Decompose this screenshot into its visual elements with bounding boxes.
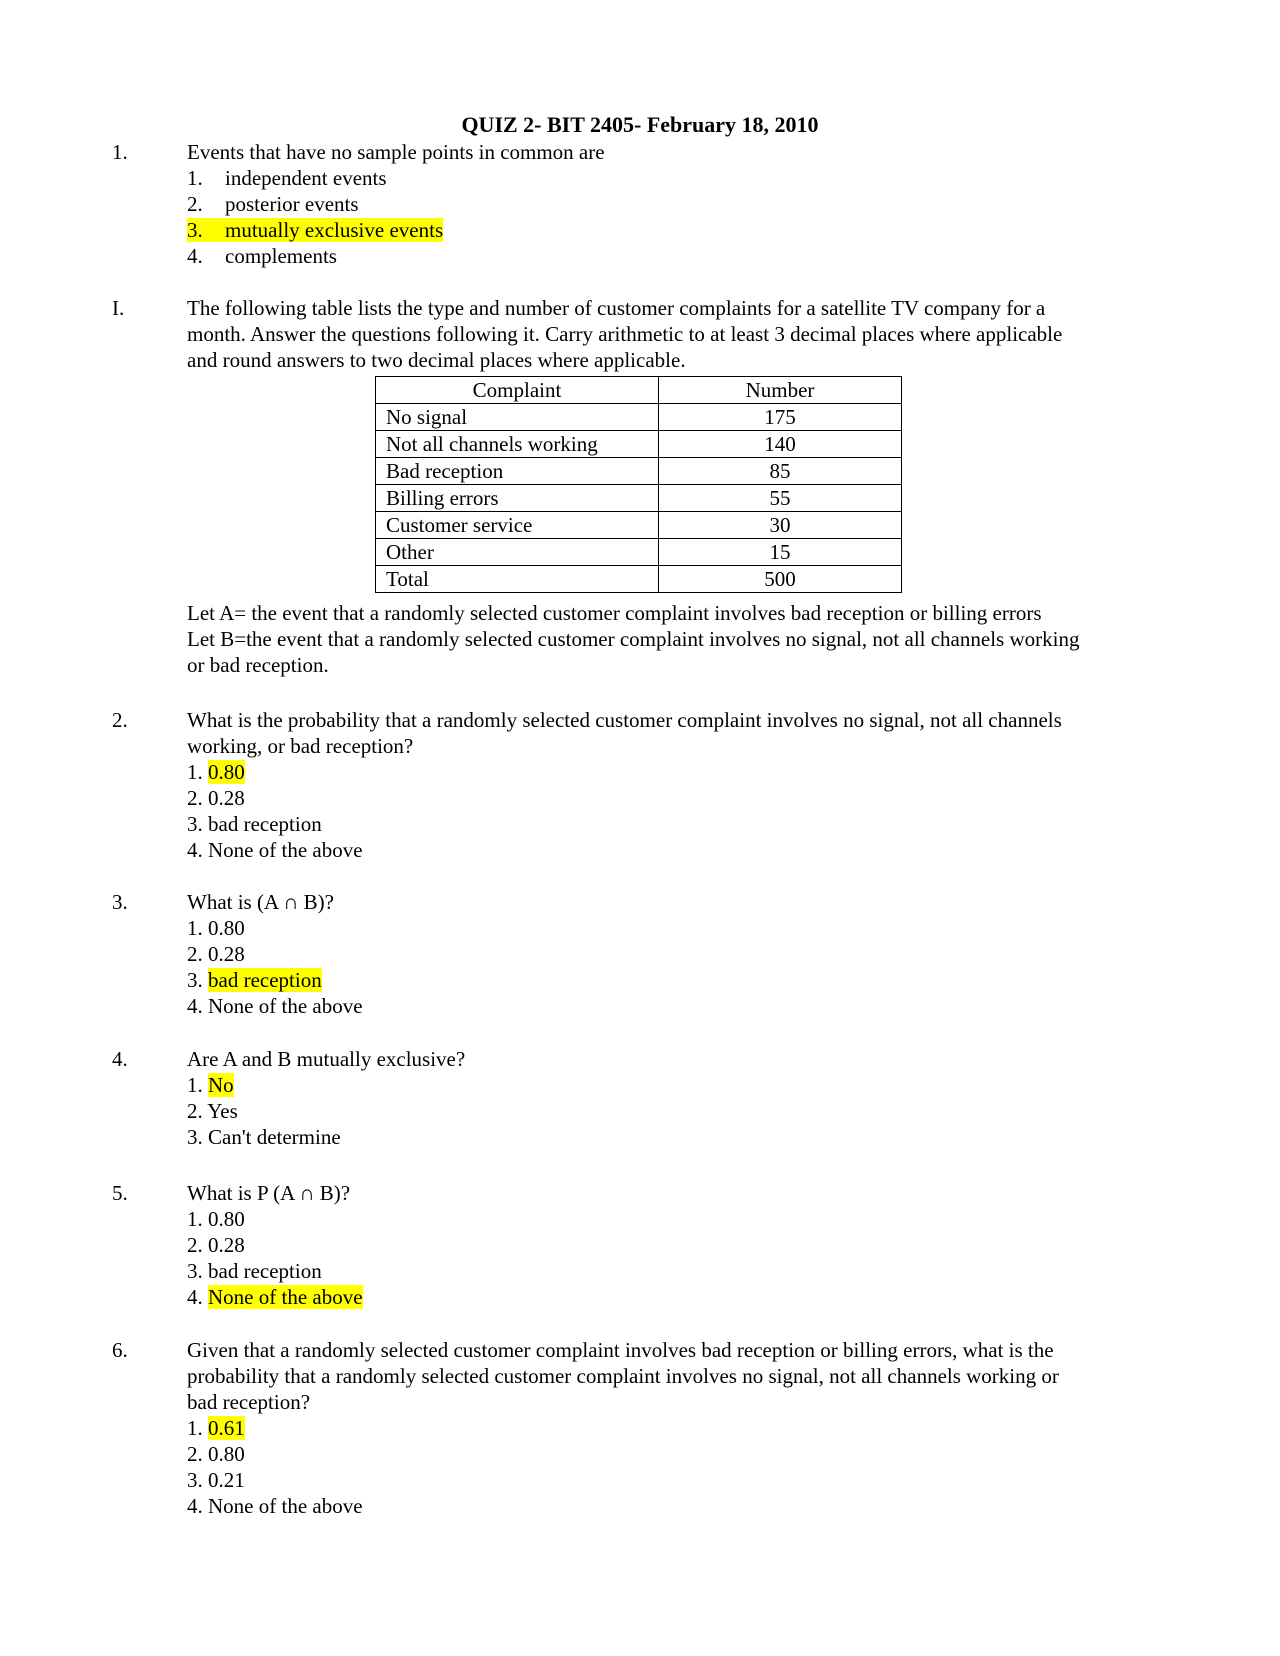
section-number: I. [112, 296, 125, 320]
option-text-highlighted: None of the above [208, 1285, 363, 1309]
option-item [187, 1441, 1167, 1467]
question-text: bad reception? [187, 1390, 311, 1414]
page-title: QUIZ 2- BIT 2405- February 18, 2010 [461, 112, 819, 137]
option-number: 1. [187, 916, 203, 940]
table-row [376, 485, 902, 512]
intro-line: and round answers to two decimal places where applicable. [187, 348, 686, 372]
option-text: complements [225, 244, 337, 268]
table-cell: Not all channels working [376, 431, 659, 458]
option-number: 3. [187, 1468, 203, 1492]
option-item [187, 1124, 1167, 1150]
option-item [187, 1098, 1167, 1124]
option-item [187, 837, 1167, 863]
option-text: bad reception [208, 812, 322, 836]
question-text: Events that have no sample points in common are [187, 140, 605, 164]
table-row [376, 512, 902, 539]
option-number: 3. [187, 968, 203, 992]
option-text: bad reception [208, 1259, 322, 1283]
option-text-highlighted: bad reception [208, 968, 322, 992]
option-number: 3. [187, 812, 203, 836]
option-text: Can't determine [208, 1125, 341, 1149]
question-number: 1. [112, 140, 128, 164]
option-text-highlighted: 0.61 [208, 1416, 245, 1440]
table-cell: 140 [659, 431, 902, 458]
question-text: working, or bad reception? [187, 734, 414, 758]
option-number: 2. [187, 942, 203, 966]
option-number: 1. [187, 1416, 203, 1440]
option-item [187, 1467, 1167, 1493]
table-cell: Total [376, 566, 659, 593]
table-cell: 30 [659, 512, 902, 539]
question-3 [187, 889, 1167, 1019]
option-text: None of the above [208, 994, 363, 1018]
event-definitions [187, 600, 1167, 678]
option-item [187, 967, 1167, 993]
question-number: 3. [112, 890, 128, 914]
option-item [187, 1493, 1167, 1519]
option-item [187, 1232, 1167, 1258]
question-number: 2. [112, 708, 128, 732]
option-text-highlighted: 0.80 [208, 760, 245, 784]
question-6 [187, 1337, 1167, 1519]
table-row [376, 404, 902, 431]
option-item [187, 1258, 1167, 1284]
question-number: 6. [112, 1338, 128, 1362]
option-text: 0.28 [208, 1233, 245, 1257]
table-cell: Billing errors [376, 485, 659, 512]
option-number: 4. [187, 994, 203, 1018]
question-text: probability that a randomly selected customer complaint involves no signal, not all channels working or [187, 1364, 1059, 1388]
option-number: 4. [187, 838, 203, 862]
question-number: 5. [112, 1181, 128, 1205]
question-text: Are A and B mutually exclusive? [187, 1047, 466, 1071]
table-row [376, 566, 902, 593]
question-2 [187, 707, 1167, 863]
option-text: independent events [225, 166, 387, 190]
question-4 [187, 1046, 1167, 1150]
table-header-row [376, 377, 902, 404]
option-text-highlighted: mutually exclusive events [225, 218, 444, 242]
option-number: 2. [187, 1233, 203, 1257]
option-number: 1. [187, 760, 203, 784]
option-number: 3. [187, 1259, 203, 1283]
option-number: 4. [187, 1494, 203, 1518]
option-item [187, 811, 1167, 837]
table-header: Number [659, 377, 902, 404]
option-number: 4. [187, 244, 203, 268]
table-cell: Customer service [376, 512, 659, 539]
question-text: What is (A ∩ B)? [187, 890, 334, 914]
question-text: Given that a randomly selected customer complaint involves bad reception or billing errors, what is the [187, 1338, 1054, 1362]
table-cell: 500 [659, 566, 902, 593]
option-text: 0.80 [208, 916, 245, 940]
option-text: 0.28 [208, 786, 245, 810]
option-number: 2. [187, 1442, 203, 1466]
table-cell: 175 [659, 404, 902, 431]
table-cell: No signal [376, 404, 659, 431]
option-text-highlighted: No [208, 1073, 234, 1097]
option-item [187, 915, 1167, 941]
question-number: 4. [112, 1047, 128, 1071]
definition-line: or bad reception. [187, 653, 329, 677]
option-number: 2. [187, 1099, 203, 1123]
complaints-table [375, 376, 902, 593]
option-text: 0.80 [208, 1442, 245, 1466]
option-text: None of the above [208, 1494, 363, 1518]
table-cell: 85 [659, 458, 902, 485]
table-cell: 15 [659, 539, 902, 566]
option-number: 1. [187, 1207, 203, 1231]
option-item [187, 217, 1167, 243]
option-text: 0.80 [208, 1207, 245, 1231]
option-number: 2. [187, 786, 203, 810]
table-cell: 55 [659, 485, 902, 512]
table-cell: Bad reception [376, 458, 659, 485]
option-number: 2. [187, 192, 203, 216]
table-header: Complaint [376, 377, 659, 404]
intro-line: The following table lists the type and number of customer complaints for a satellite TV company for a [187, 296, 1046, 320]
option-item [187, 1284, 1167, 1310]
option-item [187, 1072, 1167, 1098]
option-item [187, 993, 1167, 1019]
option-item [187, 191, 1167, 217]
definition-line: Let B=the event that a randomly selected customer complaint involves no signal, not all channels working [187, 627, 1080, 651]
option-item [187, 243, 1167, 269]
table-row [376, 458, 902, 485]
section-intro [187, 295, 1167, 373]
intro-line: month. Answer the questions following it. Carry arithmetic to at least 3 decimal places where applicable [187, 322, 1063, 346]
question-1 [187, 139, 1167, 269]
table-row [376, 539, 902, 566]
option-text: posterior events [225, 192, 359, 216]
definition-line: Let A= the event that a randomly selected customer complaint involves bad reception or billing errors [187, 601, 1042, 625]
option-text: Yes [207, 1099, 238, 1123]
question-text: What is P (A ∩ B)? [187, 1181, 351, 1205]
option-item [187, 1206, 1167, 1232]
question-text: What is the probability that a randomly selected customer complaint involves no signal, not all channels [187, 708, 1062, 732]
option-item [187, 1415, 1167, 1441]
option-text: 0.28 [208, 942, 245, 966]
option-number: 4. [187, 1285, 203, 1309]
table-row [376, 431, 902, 458]
option-item [187, 785, 1167, 811]
option-item [187, 165, 1167, 191]
option-text: None of the above [208, 838, 363, 862]
option-item [187, 759, 1167, 785]
option-item [187, 941, 1167, 967]
option-number: 1. [187, 166, 203, 190]
option-number: 1. [187, 1073, 203, 1097]
option-number: 3. [187, 218, 203, 242]
option-number: 3. [187, 1125, 203, 1149]
table-cell: Other [376, 539, 659, 566]
option-text: 0.21 [208, 1468, 245, 1492]
question-5 [187, 1180, 1167, 1310]
